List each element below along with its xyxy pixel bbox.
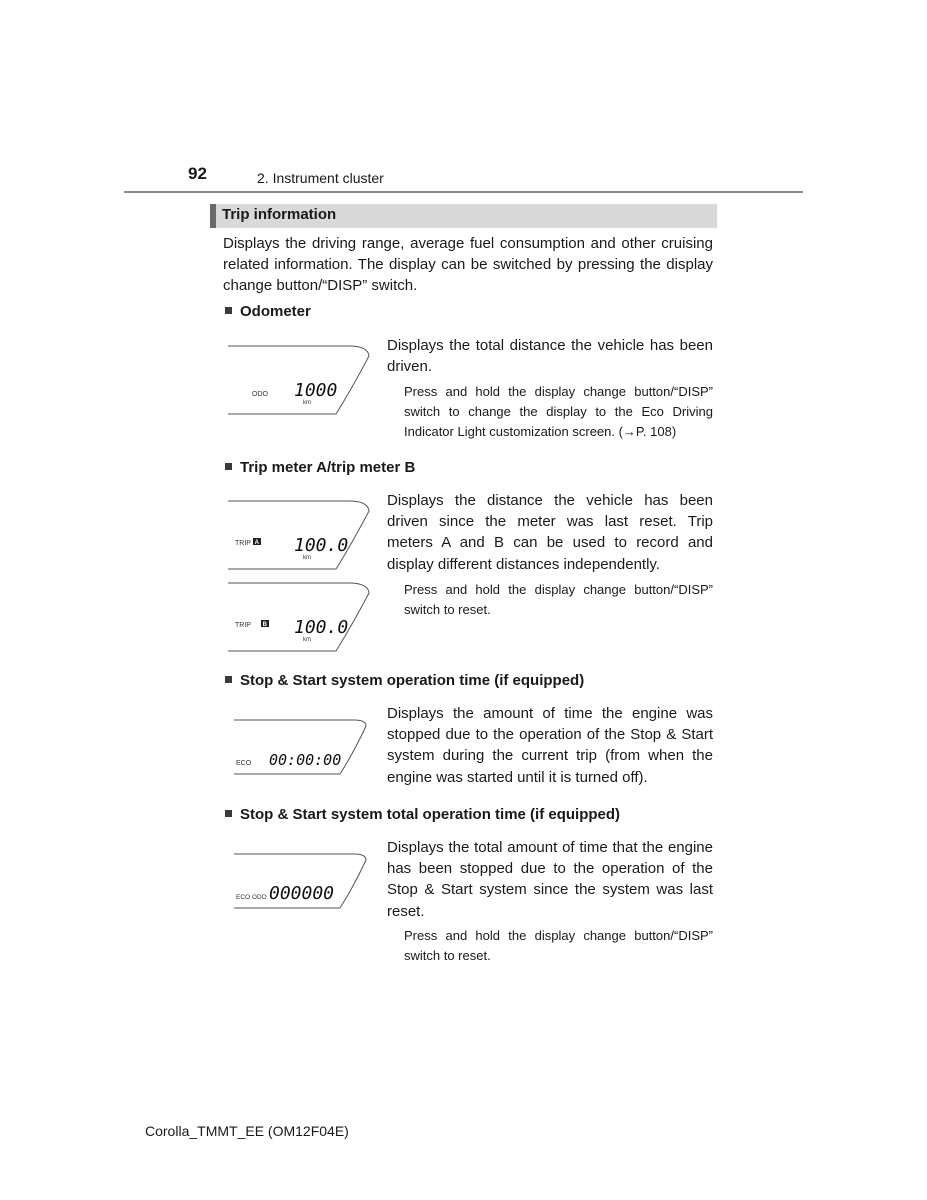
trip-meter-heading bbox=[225, 459, 415, 476]
trip-b-display-label: TRIP bbox=[235, 622, 251, 629]
ss-operation-time-heading bbox=[225, 672, 584, 689]
ss-total-time-note: Press and hold the display change button/“DISP” switch to reset. bbox=[404, 928, 713, 963]
trip-meter-heading-label: Trip meter A/trip meter B bbox=[240, 459, 416, 476]
odometer-description: Displays the total distance the vehicle has been driven. bbox=[387, 337, 713, 376]
section-intro: Displays the driving range, average fuel consumption and other cruising related information. The display can be switched by pressing the display change button/“DISP” switch. bbox=[223, 235, 713, 295]
odometer-display bbox=[226, 342, 374, 418]
odometer-heading bbox=[225, 303, 311, 320]
ss-total-time-display-label: ECO ODO bbox=[236, 894, 267, 901]
trip-b-display-digits: 100.0 bbox=[294, 617, 349, 638]
trip-b-display bbox=[226, 579, 374, 655]
square-bullet-icon bbox=[225, 463, 232, 470]
section-heading-bar bbox=[210, 204, 717, 228]
trip-a-badge: A bbox=[254, 540, 259, 546]
square-bullet-icon bbox=[225, 676, 232, 683]
ss-operation-time-display bbox=[226, 712, 374, 782]
ss-operation-time-display-label: ECO bbox=[236, 760, 252, 767]
odometer-heading-label: Odometer bbox=[240, 303, 311, 320]
footer-doc-id: Corolla_TMMT_EE (OM12F04E) bbox=[145, 1123, 349, 1139]
odometer-display-label: ODO bbox=[252, 391, 268, 398]
section-title: Trip information bbox=[222, 206, 337, 223]
trip-a-display-digits: 100.0 bbox=[294, 535, 349, 556]
odometer-display-digits: 1000 bbox=[294, 380, 338, 401]
ss-operation-time-display-digits: 00:00:00 bbox=[269, 751, 342, 769]
chapter-title: 2. Instrument cluster bbox=[257, 170, 384, 186]
ss-total-time-display-digits: 000000 bbox=[269, 883, 335, 904]
ss-total-time-display bbox=[226, 846, 374, 916]
odometer-note: Press and hold the display change button/“DISP” switch to change the display to the Eco Driving Indicator Light customization screen. (→P. 108) bbox=[404, 384, 713, 439]
ss-total-time-heading bbox=[225, 806, 620, 823]
square-bullet-icon bbox=[225, 810, 232, 817]
trip-a-display-unit: km bbox=[303, 555, 311, 561]
trip-b-badge: B bbox=[262, 622, 267, 628]
ss-operation-time-description: Displays the amount of time the engine was stopped due to the operation of the Stop & Start system during the current trip (from when the engine was started until it is turned off). bbox=[387, 705, 713, 786]
odometer-display-unit: km bbox=[303, 400, 311, 406]
ss-total-time-description: Displays the total amount of time that the engine has been stopped due to the operation of the Stop & Start system since the system was last reset. bbox=[387, 839, 713, 920]
ss-total-time-heading-label: Stop & Start system total operation time (if equipped) bbox=[240, 806, 621, 823]
trip-a-display-label: TRIP bbox=[235, 540, 251, 547]
ss-operation-time-heading-label: Stop & Start system operation time (if equipped) bbox=[240, 672, 585, 689]
trip-a-display bbox=[226, 497, 374, 573]
trip-b-display-unit: km bbox=[303, 637, 311, 643]
square-bullet-icon bbox=[225, 307, 232, 314]
page-number: 92 bbox=[188, 164, 207, 183]
trip-meter-description: Displays the distance the vehicle has been driven since the meter was last reset. Trip meters A and B can be used to record and display different distances independently. bbox=[387, 492, 713, 573]
header-divider bbox=[124, 191, 803, 193]
trip-meter-note: Press and hold the display change button/“DISP” switch to reset. bbox=[404, 582, 713, 617]
